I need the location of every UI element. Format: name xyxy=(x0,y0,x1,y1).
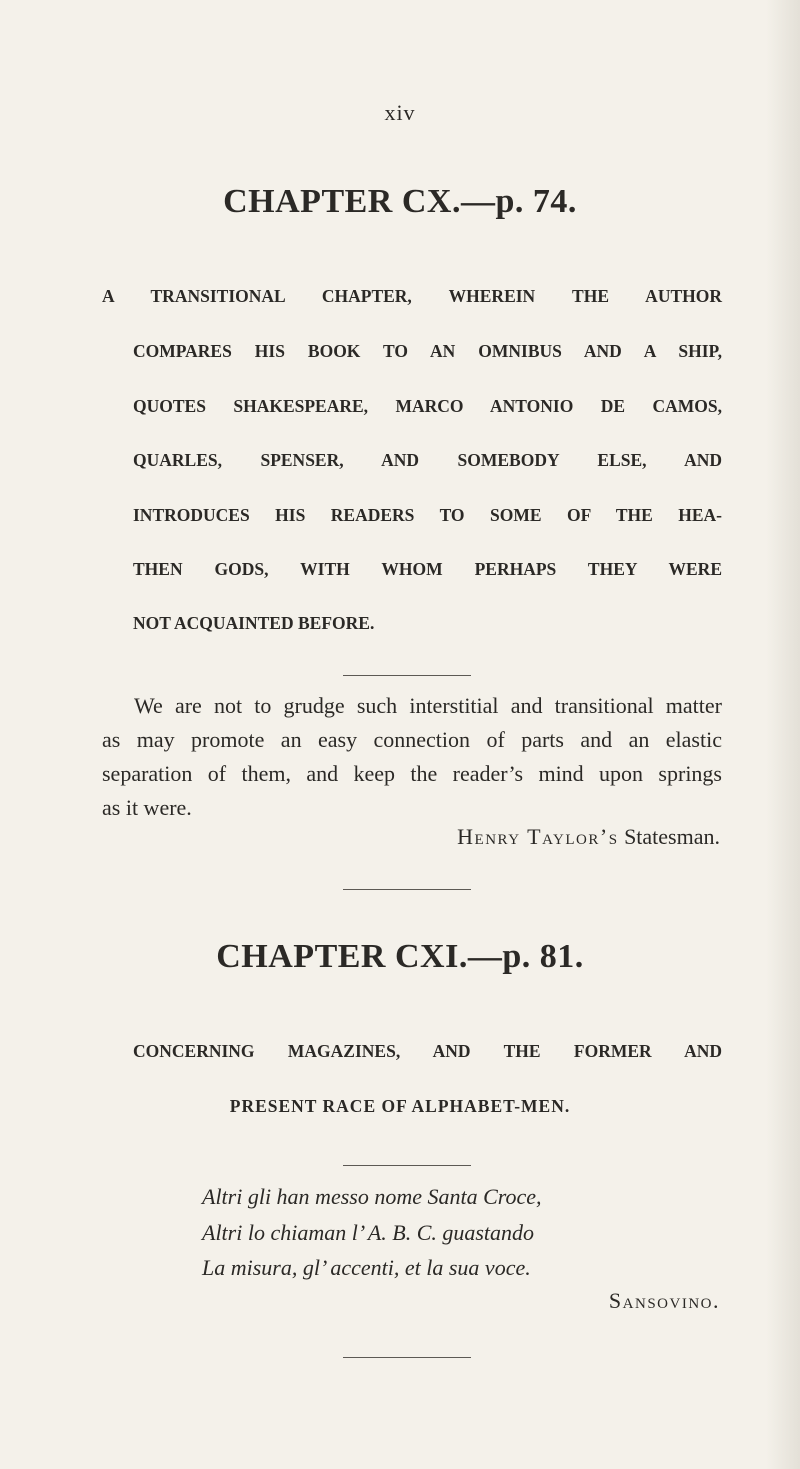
chapter-cx-synopsis-line: QUOTES SHAKESPEARE, MARCO ANTONIO DE CAMOS, xyxy=(133,396,722,416)
chapter-cxi-verse-line: Altri gli han messo nome Santa Croce, xyxy=(202,1184,542,1209)
section-divider xyxy=(343,675,471,676)
chapter-cxi-synopsis-line: CONCERNING MAGAZINES, AND THE FORMER AND xyxy=(133,1041,722,1061)
chapter-cxi-verse-line: La misura, gl’ accenti, et la sua voce. xyxy=(202,1255,531,1280)
chapter-cxi-verse-attribution: Sansovino. xyxy=(608,1288,720,1313)
chapter-cxi-heading: CHAPTER CXI.—p. 81. xyxy=(216,938,584,975)
chapter-cx-epigraph-line: as may promote an easy connection of parts and an elastic xyxy=(102,727,722,752)
chapter-cx-heading: CHAPTER CX.—p. 74. xyxy=(223,183,577,220)
attribution-work: Statesman. xyxy=(624,824,720,849)
chapter-cx-synopsis-line: NOT ACQUAINTED BEFORE. xyxy=(133,613,375,633)
chapter-cx-synopsis-line: QUARLES, SPENSER, AND SOMEBODY ELSE, AND xyxy=(133,450,722,470)
chapter-cx-epigraph-line: separation of them, and keep the reader’s mind upon springs xyxy=(102,761,722,786)
chapter-cx-synopsis-line: THEN GODS, WITH WHOM PERHAPS THEY WERE xyxy=(133,559,722,579)
page-number: xiv xyxy=(384,100,416,125)
section-divider xyxy=(343,1165,471,1166)
chapter-cxi-synopsis-line: PRESENT RACE OF ALPHABET-MEN. xyxy=(229,1096,571,1116)
attribution-author: Henry Taylor’s xyxy=(457,824,619,849)
section-divider xyxy=(343,889,471,890)
chapter-cx-epigraph-attribution xyxy=(0,824,720,850)
chapter-cx-synopsis-line: COMPARES HIS BOOK TO AN OMNIBUS AND A SHIP, xyxy=(133,341,722,361)
section-divider xyxy=(343,1357,471,1358)
chapter-cx-synopsis-line: INTRODUCES HIS READERS TO SOME OF THE HEA- xyxy=(133,505,722,525)
chapter-cx-synopsis-line: A TRANSITIONAL CHAPTER, WHEREIN THE AUTHOR xyxy=(102,286,722,306)
chapter-cx-epigraph-line: as it were. xyxy=(102,795,192,820)
chapter-cxi-verse-line: Altri lo chiaman l’ A. B. C. guastando xyxy=(202,1220,535,1245)
chapter-cx-epigraph-line: We are not to grudge such interstitial and transitional matter xyxy=(134,693,722,718)
